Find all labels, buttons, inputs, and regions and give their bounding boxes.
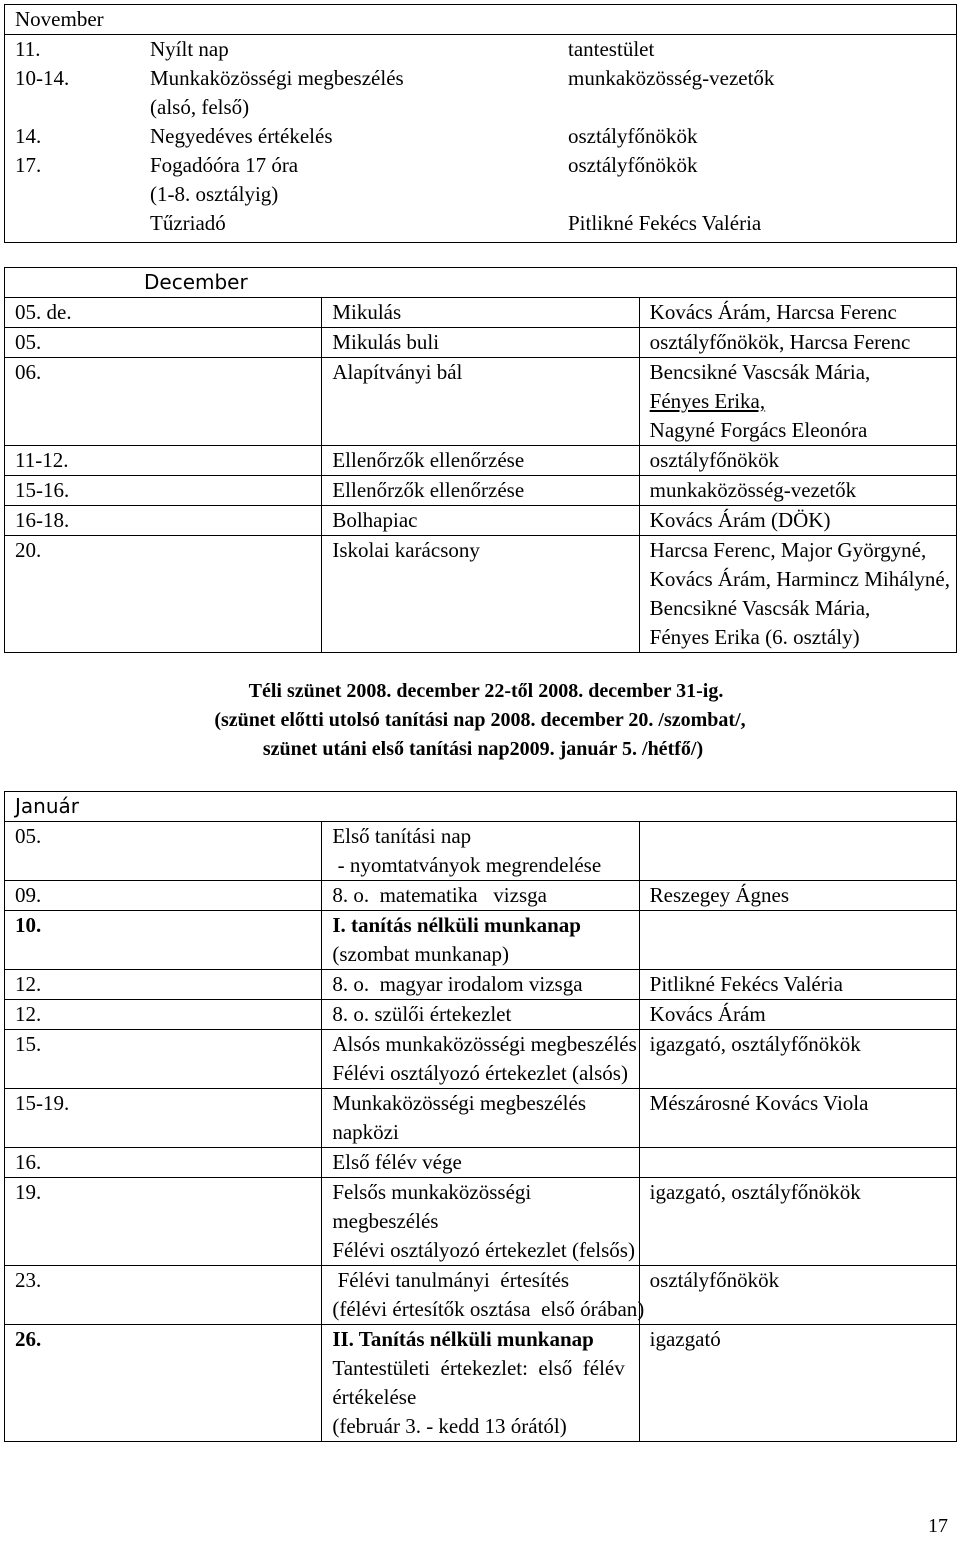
responsible-cell: tantestület	[568, 37, 655, 61]
responsible-cell: Kovács Árám (DÖK)	[639, 506, 956, 536]
event-cell: I. tanítás nélküli munkanap (szombat munkanap)	[322, 911, 639, 970]
month-header-row	[5, 5, 957, 35]
responsible-cell: Pitlikné Fekécs Valéria	[568, 211, 762, 235]
winter-break-notice	[0, 677, 960, 764]
date-cell: 11-12.	[5, 446, 322, 476]
table-row	[5, 35, 957, 243]
event-cell: Első félév vége	[322, 1148, 639, 1178]
table-row	[5, 1030, 957, 1089]
date-cell: 09.	[5, 881, 322, 911]
event-cell: Mikulás	[322, 298, 639, 328]
event-cell: Negyedéves értékelés	[150, 124, 333, 148]
table-row	[5, 881, 957, 911]
table-row	[5, 1325, 957, 1442]
responsible-cell: munkaközösség-vezetők	[639, 476, 956, 506]
event-cell: Bolhapiac	[322, 506, 639, 536]
responsible-cell: Harcsa Ferenc, Major Györgyné, Kovács Árám, Harmincz Mihályné, Bencsikné Vascsák Mária, Fényes Erika (6. osztály)	[639, 536, 956, 653]
responsible-cell: Pitlikné Fekécs Valéria	[639, 970, 956, 1000]
date-cell: 12.	[5, 970, 322, 1000]
table-row	[5, 970, 957, 1000]
event-cell: Munkaközösségi megbeszélés napközi	[322, 1089, 639, 1148]
notice-line-3: szünet utáni első tanítási nap2009. január 5. /hétfő/)	[262, 738, 704, 760]
responsible-cell: osztályfőnökök	[639, 1266, 956, 1325]
event-cell: Fogadóóra 17 óra (1-8. osztályig)	[150, 153, 299, 206]
event-cell: Tűzriadó	[150, 211, 226, 235]
event-cell: Ellenőrzők ellenőrzése	[322, 476, 639, 506]
responsible-cell: osztályfőnökök, Harcsa Ferenc	[639, 328, 956, 358]
responsible-cell: osztályfőnökök	[568, 153, 698, 177]
responsible-cell	[639, 1148, 956, 1178]
table-row	[5, 506, 957, 536]
responsible-cell: igazgató, osztályfőnökök	[639, 1030, 956, 1089]
notice-line-1: Téli szünet 2008. december 22-től 2008. december 31-ig.	[248, 680, 724, 702]
table-row	[5, 1178, 957, 1266]
responsible-cell: Kovács Árám	[639, 1000, 956, 1030]
date-cell: 12.	[5, 1000, 322, 1030]
table-row	[5, 328, 957, 358]
responsible-cell: munkaközösség-vezetők	[568, 66, 775, 90]
date-cell: 05. de.	[5, 298, 322, 328]
date-cell: 16.	[5, 1148, 322, 1178]
date-cell: 10.	[5, 911, 322, 970]
event-cell: Nyílt nap	[150, 37, 229, 61]
date-cell: 05.	[5, 328, 322, 358]
date-cell: 05.	[5, 822, 322, 881]
month-header-december: December	[5, 268, 957, 298]
date-cell: 10-14.	[15, 66, 70, 90]
notice-line-2: (szünet előtti utolsó tanítási nap 2008. december 20. /szombat/,	[214, 709, 746, 731]
event-cell: II. Tanítás nélküli munkanap Tantestületi értekezlet: első félév értékelése (február 3. - kedd 13 órától)	[322, 1325, 639, 1442]
event-cell: Félévi tanulmányi értesítés (félévi értesítők osztása első órában)	[322, 1266, 639, 1325]
date-cell: 26.	[5, 1325, 322, 1442]
table-row	[5, 822, 957, 881]
table-row	[5, 1148, 957, 1178]
responsible-cell: Reszegey Ágnes	[639, 881, 956, 911]
responsible-cell	[639, 822, 956, 881]
responsible-cell: Kovács Árám, Harcsa Ferenc	[639, 298, 956, 328]
event-cell: Alapítványi bál	[322, 358, 639, 446]
event-cell: Munkaközösségi megbeszélés (alsó, felső)	[150, 66, 404, 119]
table-row	[5, 911, 957, 970]
responsible-cell: osztályfőnökök	[568, 124, 698, 148]
event-cell: Felsős munkaközösségi megbeszélés Félévi osztályozó értekezlet (felsős)	[322, 1178, 639, 1266]
responsible-cell: Bencsikné Vascsák Mária, Fényes Erika, Nagyné Forgács Eleonóra	[639, 358, 956, 446]
event-cell: Mikulás buli	[322, 328, 639, 358]
november-table	[4, 4, 957, 243]
event-cell: Első tanítási nap - nyomtatványok megrendelése	[322, 822, 639, 881]
date-cell	[5, 209, 138, 242]
date-cell: 15-16.	[5, 476, 322, 506]
responsible-cell: igazgató, osztályfőnökök	[639, 1178, 956, 1266]
event-cell: Ellenőrzők ellenőrzése	[322, 446, 639, 476]
date-cell: 15.	[5, 1030, 322, 1089]
event-cell: 8. o. magyar irodalom vizsga	[322, 970, 639, 1000]
responsible-cell: igazgató	[639, 1325, 956, 1442]
date-cell: 06.	[5, 358, 322, 446]
page-number: 17	[928, 1515, 948, 1537]
responsible-cell	[639, 911, 956, 970]
table-row	[5, 1089, 957, 1148]
table-row	[5, 1000, 957, 1030]
table-row	[5, 446, 957, 476]
december-table	[4, 267, 957, 653]
table-row	[5, 476, 957, 506]
month-header-row	[5, 792, 957, 822]
date-cell: 17.	[15, 153, 42, 177]
date-cell: 19.	[5, 1178, 322, 1266]
month-header-row	[5, 268, 957, 298]
event-cell: 8. o. matematika vizsga	[322, 881, 639, 911]
date-cell: 11.	[15, 37, 41, 61]
date-cell: 16-18.	[5, 506, 322, 536]
responsible-cell: Mészárosné Kovács Viola	[639, 1089, 956, 1148]
date-cell: 15-19.	[5, 1089, 322, 1148]
event-cell: Alsós munkaközösségi megbeszélés Félévi osztályozó értekezlet (alsós)	[322, 1030, 639, 1089]
table-row	[5, 536, 957, 653]
month-header-november: November	[5, 5, 957, 35]
month-header-januar: Január	[5, 792, 957, 822]
table-row	[5, 358, 957, 446]
date-cell: 23.	[5, 1266, 322, 1325]
event-cell: 8. o. szülői értekezlet	[322, 1000, 639, 1030]
date-cell: 20.	[5, 536, 322, 653]
event-cell: Iskolai karácsony	[322, 536, 639, 653]
responsible-cell: osztályfőnökök	[639, 446, 956, 476]
table-row	[5, 298, 957, 328]
table-row	[5, 1266, 957, 1325]
januar-table	[4, 791, 957, 1442]
date-cell: 14.	[15, 124, 42, 148]
